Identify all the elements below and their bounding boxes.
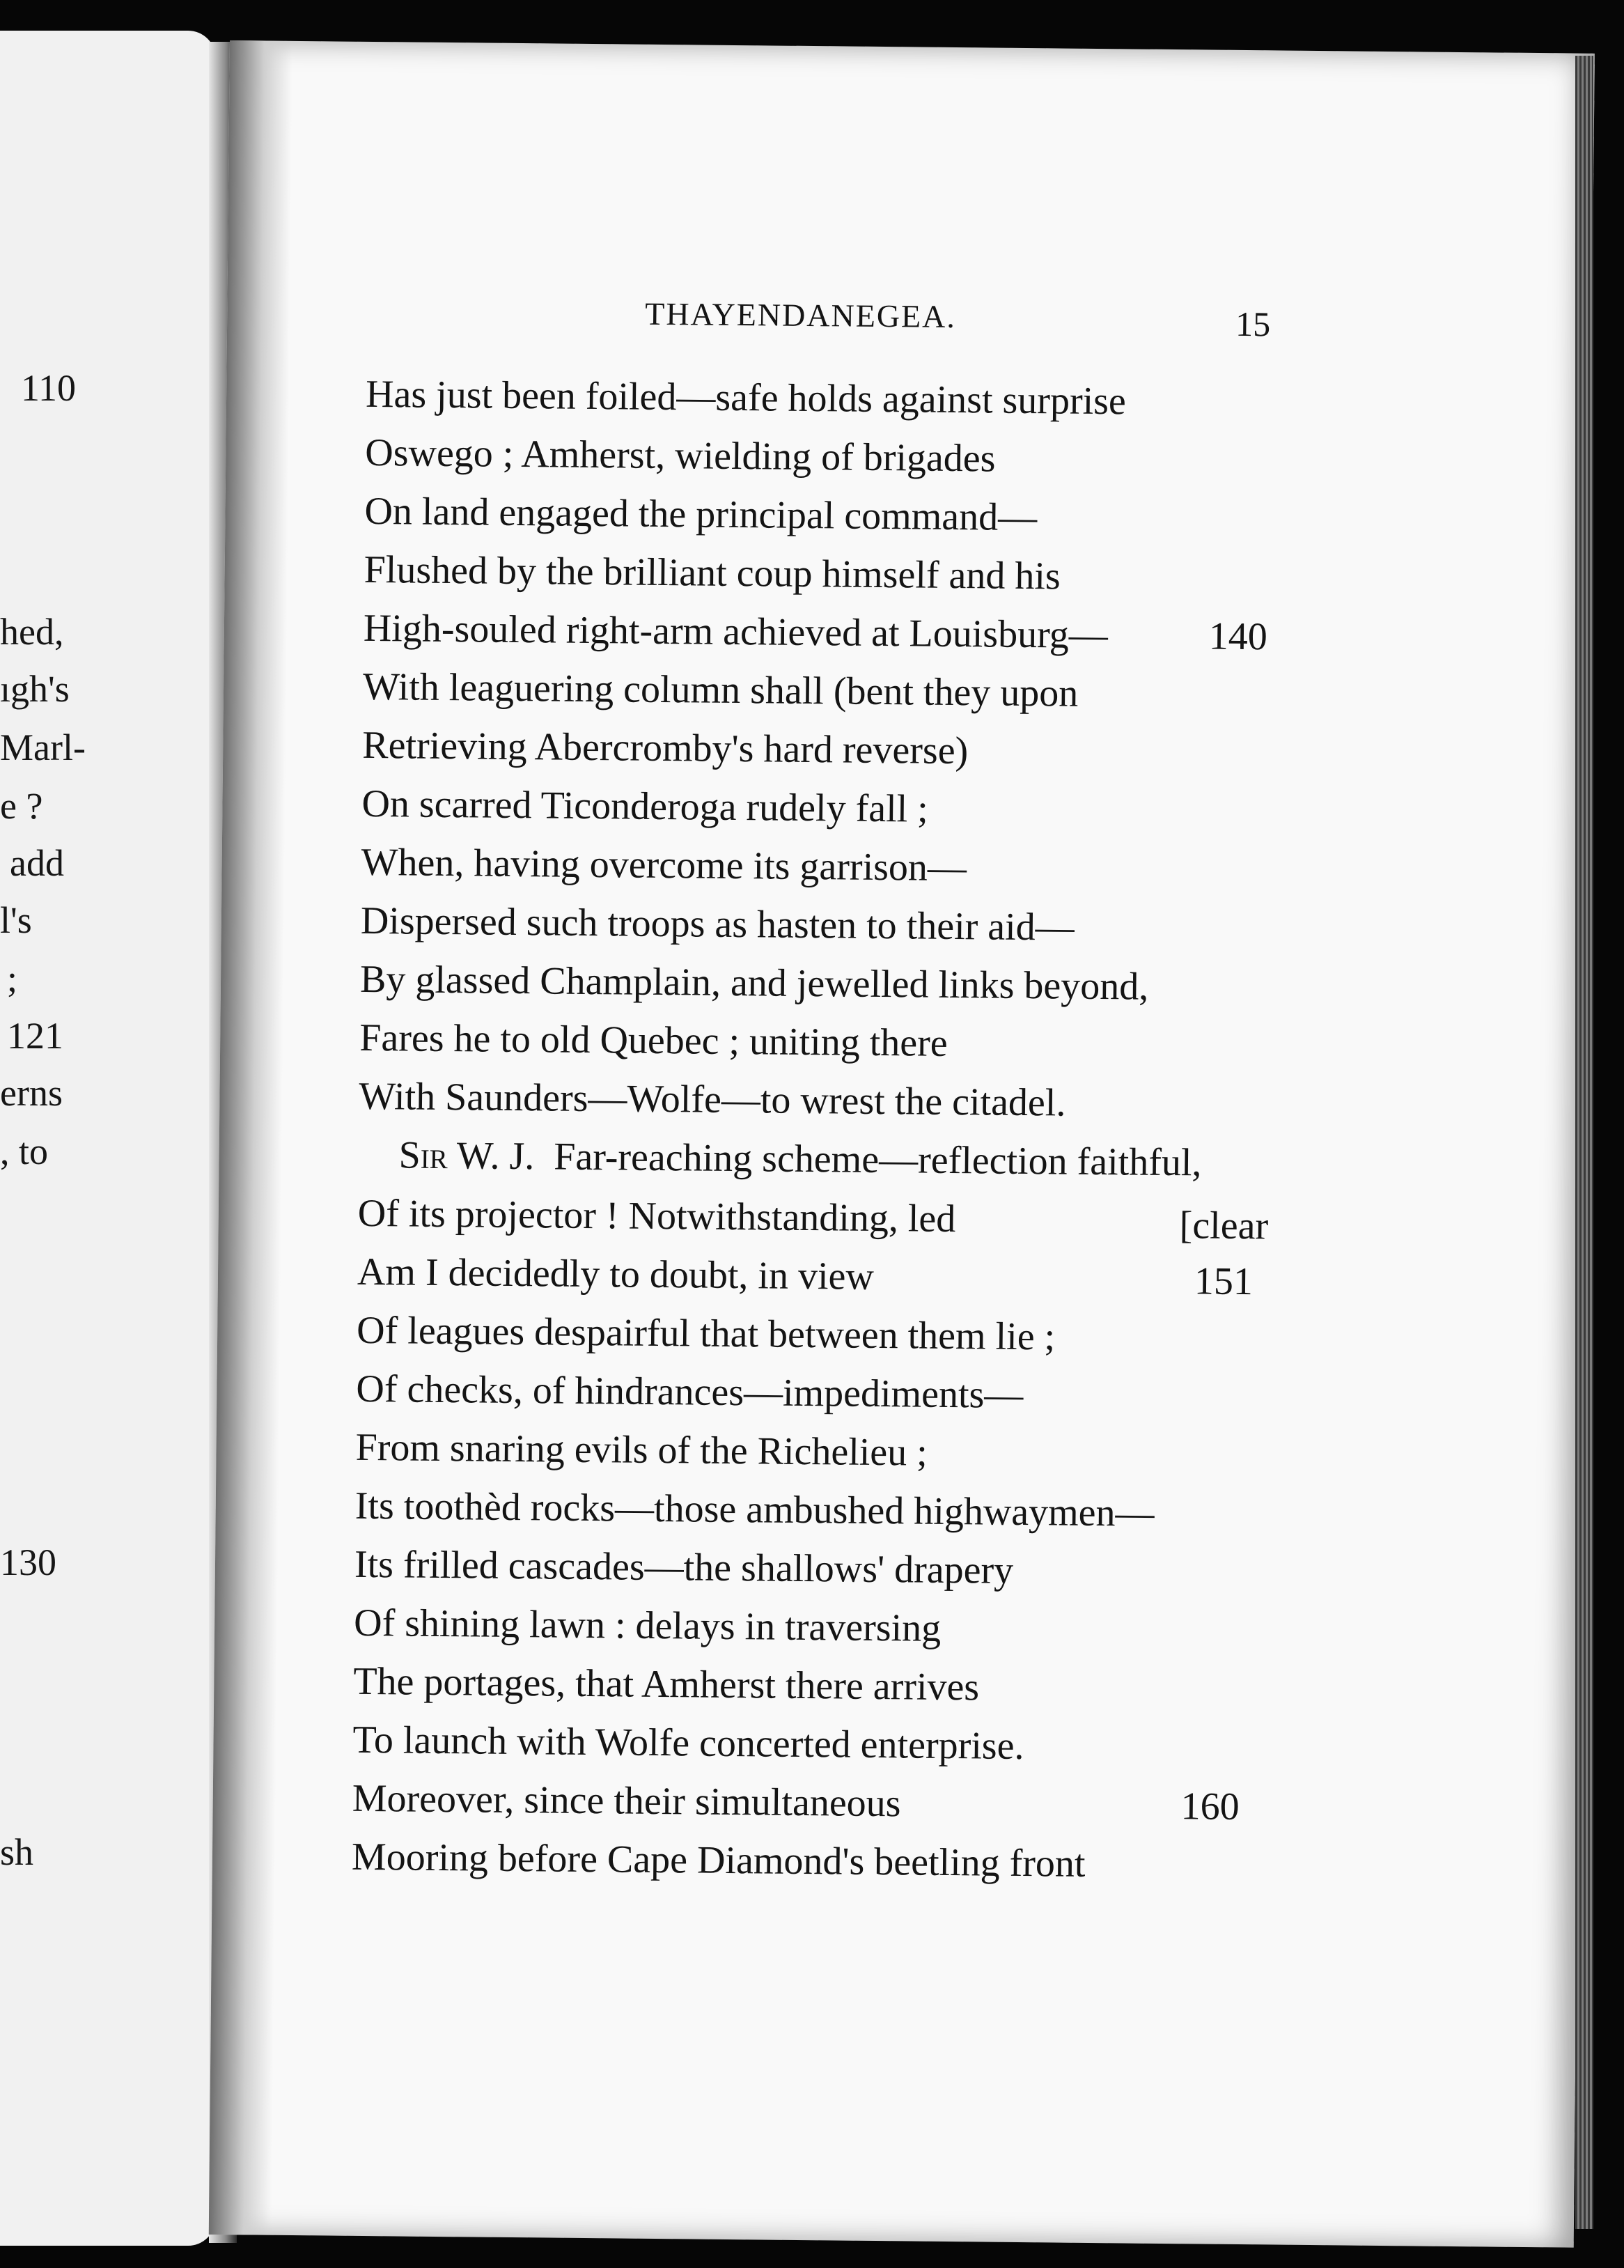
left-line-number-130: 130 <box>0 1541 56 1583</box>
verse-line: Moreover, since their simultaneous <box>352 1776 901 1826</box>
verse-line: Of its projector ! Notwithstanding, led <box>357 1191 956 1241</box>
verse-line: Fares he to old Quebec ; uniting there <box>359 1016 948 1065</box>
left-fragment: l's <box>0 899 32 941</box>
left-line-number-121: 121 <box>7 1015 63 1057</box>
verse-line: Its frilled cascades—the shallows' drapery <box>354 1542 1014 1592</box>
verse-line: Of shining lawn : delays in traversing <box>353 1601 942 1650</box>
left-fragment: add <box>10 842 64 884</box>
left-fragment: , to <box>0 1131 49 1172</box>
verse-line: Of leagues despairful that between them lie ; <box>356 1308 1056 1359</box>
line-number-160: 160 <box>1180 1785 1240 1829</box>
left-fragment: sh <box>0 1831 34 1873</box>
left-fragment: ıgh's <box>0 668 70 710</box>
verse-line: With Saunders—Wolfe—to wrest the citadel. <box>359 1074 1066 1125</box>
verse-line: Has just been foiled—safe holds against surprise <box>365 372 1127 424</box>
left-fragment: hed, <box>0 611 64 653</box>
verse-line: When, having overcome its garrison— <box>361 840 967 890</box>
left-fragment: ; <box>7 958 18 1000</box>
verse-line: Dispersed such troops as hasten to their aid— <box>360 899 1075 949</box>
verse-line: Retrieving Abercromby's hard reverse) <box>361 723 969 773</box>
running-head: THAYENDANEGEA. <box>645 295 957 335</box>
verse-line: Am I decidedly to doubt, in view <box>357 1250 875 1298</box>
verse-line: On scarred Ticonderoga rudely fall ; <box>361 782 929 831</box>
verse-line: With leaguering column shall (bent they upon <box>362 665 1079 715</box>
right-page <box>209 40 1595 2248</box>
verse-line: Its toothèd rocks—those ambushed highwaymen— <box>354 1484 1155 1535</box>
verse-line: By glassed Champlain, and jewelled links beyond, <box>359 957 1149 1009</box>
left-fragment: Marl- <box>0 727 86 768</box>
left-fragment: erns <box>0 1072 63 1114</box>
verse-line: High-souled right-arm achieved at Louisburg— <box>363 606 1109 658</box>
verse-line: Of checks, of hindrances—impediments— <box>356 1367 1024 1418</box>
line-number-151: 151 <box>1194 1259 1254 1304</box>
verse-line: Flushed by the brilliant coup himself and his <box>364 547 1061 598</box>
speaker-name: Sir W. J. <box>398 1133 535 1179</box>
left-fragment: e ? <box>0 785 43 827</box>
bracketed-turnover-word: [clear <box>1179 1204 1269 1248</box>
verse-line: Oswego ; Amherst, wielding of brigades <box>365 430 996 481</box>
verse-line: On land engaged the principal command— <box>364 489 1038 540</box>
verse-text: Far-reaching scheme—reflection faithful, <box>553 1135 1202 1185</box>
verse-line: Mooring before Cape Diamond's beetling front <box>351 1835 1086 1886</box>
verse-line: From snaring evils of the Richelieu ; <box>355 1425 928 1475</box>
verse-line: The portages, that Amherst there arrives <box>353 1659 980 1709</box>
left-line-number-110: 110 <box>21 367 76 409</box>
page-number: 15 <box>1235 304 1271 344</box>
verse-line: To launch with Wolfe concerted enterprise. <box>352 1718 1024 1769</box>
page-block-edge <box>1575 56 1593 2229</box>
speaker-line <box>398 1133 1202 1185</box>
line-number-140: 140 <box>1208 614 1268 659</box>
